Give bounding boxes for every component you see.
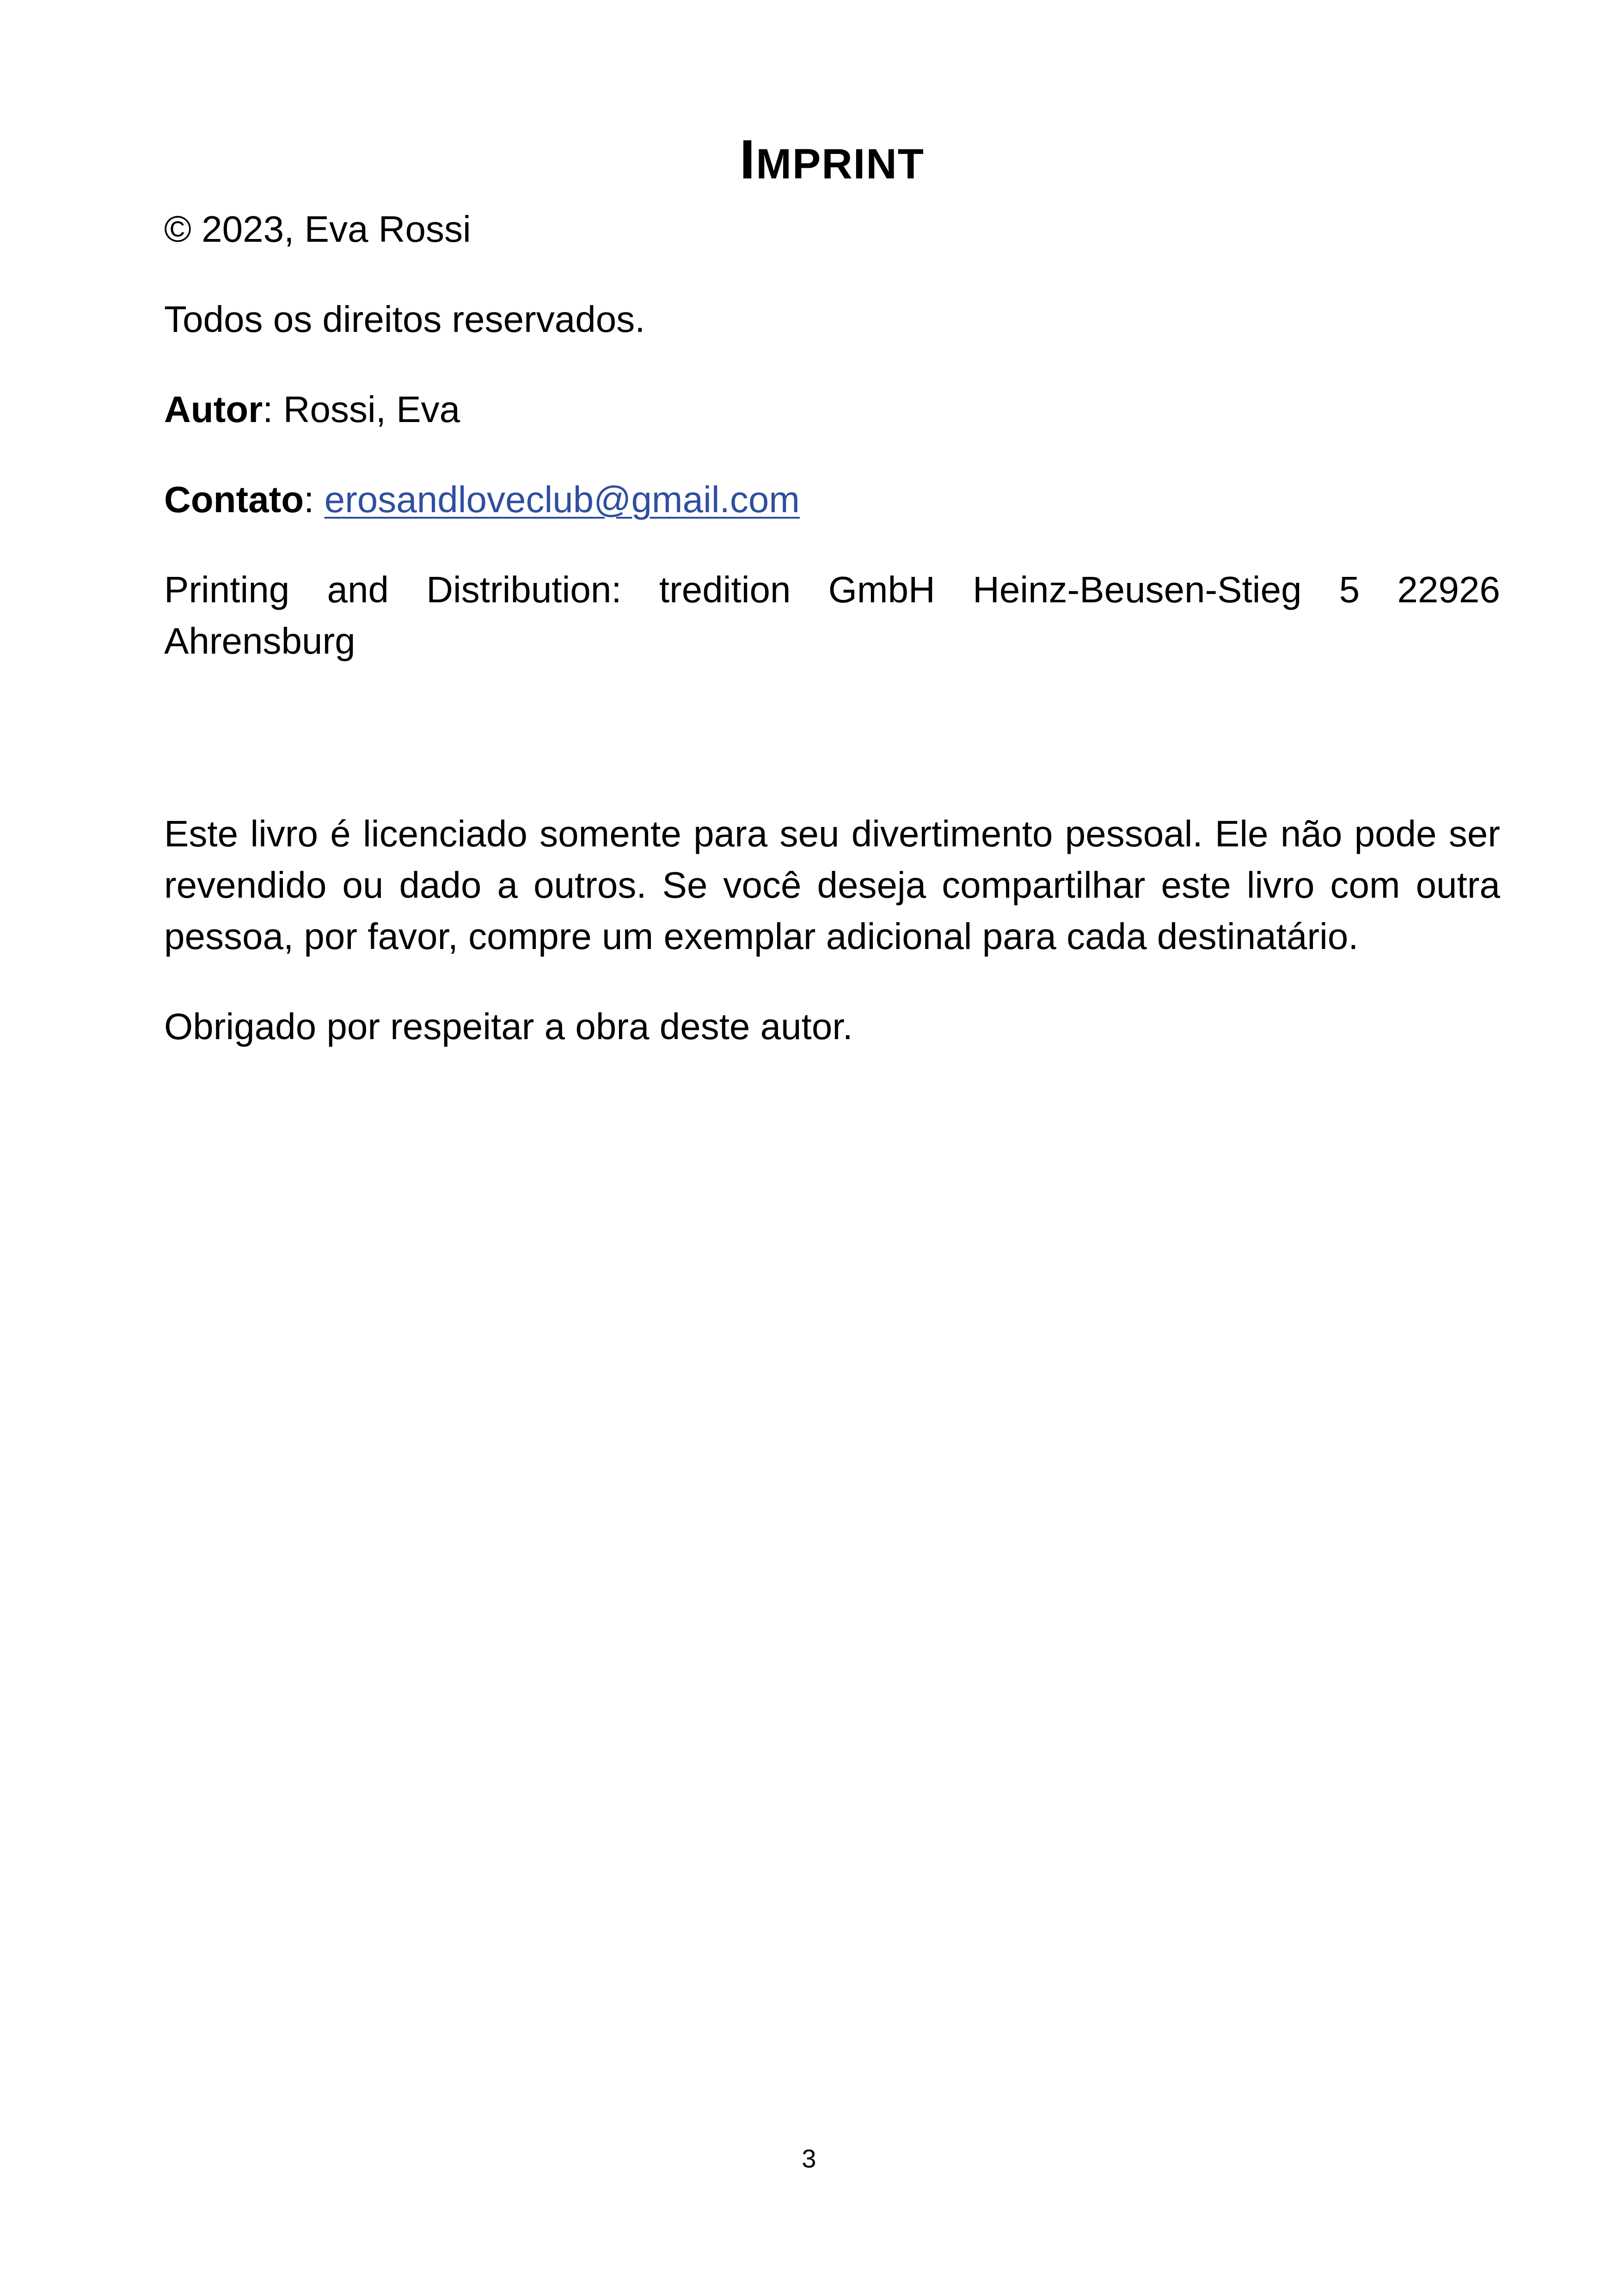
author-separator: : bbox=[263, 389, 283, 430]
title-initial: I bbox=[740, 129, 756, 190]
contact-line bbox=[164, 474, 1500, 525]
contact-email-link[interactable]: erosandloveclub@gmail.com bbox=[324, 479, 800, 520]
printing-distribution-line: Printing and Distribution: tredition GmbH Heinz-Beusen-Stieg 5 22926 Ahrensburg bbox=[164, 569, 1500, 661]
copyright-line: © 2023, Eva Rossi bbox=[164, 208, 471, 250]
rights-reserved-line: Todos os direitos reservados. bbox=[164, 299, 645, 340]
author-value: Rossi, Eva bbox=[283, 389, 460, 430]
page-number: 3 bbox=[802, 2144, 816, 2173]
page-title bbox=[164, 118, 1500, 201]
page-content bbox=[164, 118, 1500, 1052]
contact-separator: : bbox=[304, 479, 325, 520]
title-rest: MPRINT bbox=[756, 141, 925, 188]
author-label: Autor bbox=[164, 389, 263, 430]
license-paragraph: Este livro é licenciado somente para seu divertimento pessoal. Ele não pode ser revendido ou dado a outros. Se você deseja compartilhar este livro com outra pessoa, por favor, compre um exemplar adicional para cada destinatário. bbox=[164, 813, 1500, 957]
thanks-line: Obrigado por respeitar a obra deste autor. bbox=[164, 1006, 853, 1047]
author-line bbox=[164, 384, 1500, 435]
contact-label: Contato bbox=[164, 479, 304, 520]
